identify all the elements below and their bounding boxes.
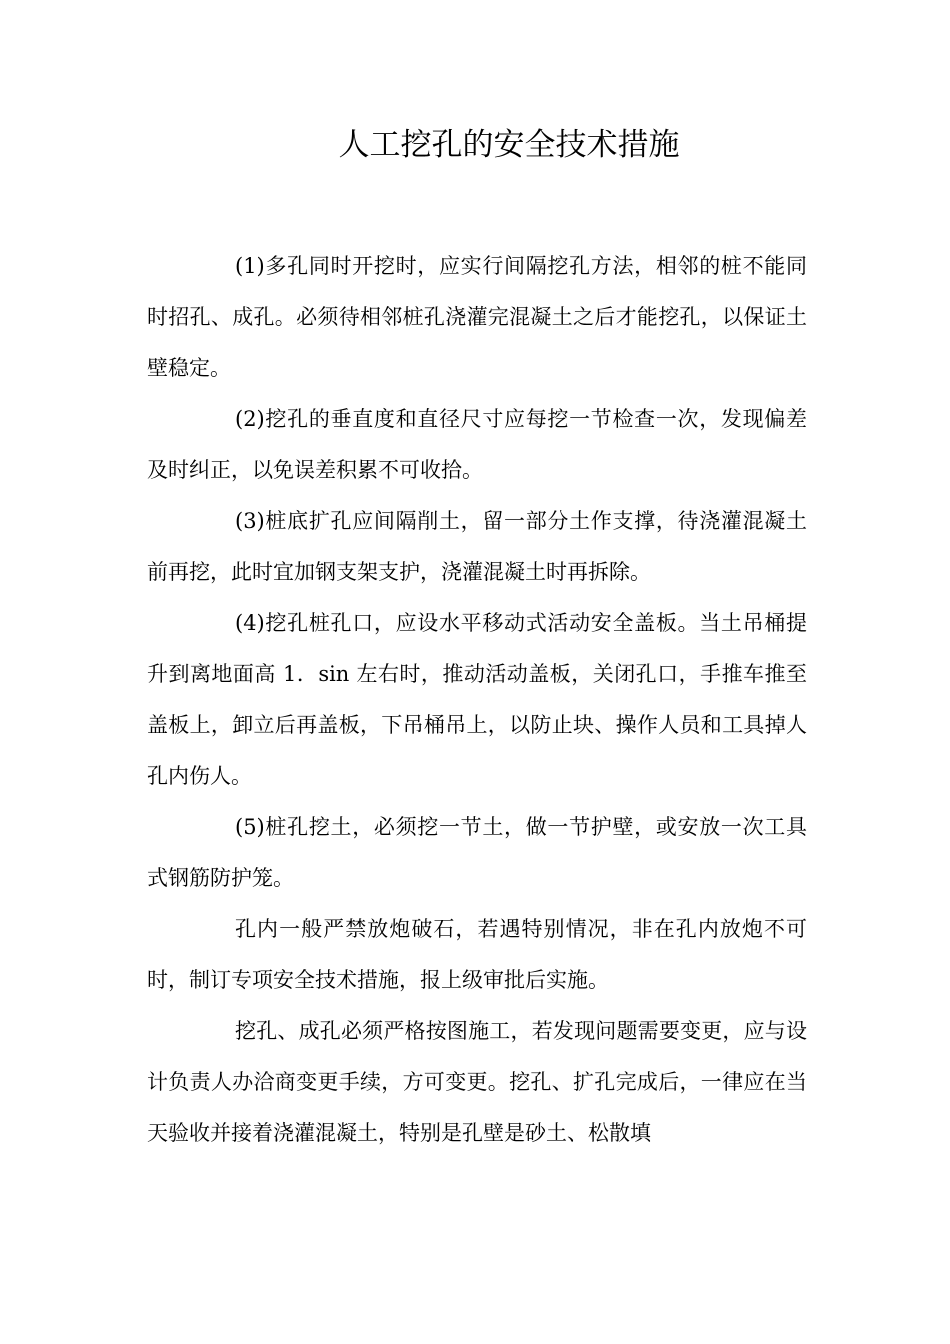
paragraph-3: (3)桩底扩孔应间隔削土，留一部分土作支撑，待浇灌混凝土前再挖，此时宜加钢支架支护，浇灌混凝土时再拆除。 [147, 509, 807, 584]
paragraph-7: 挖孔、成孔必须严格按图施工，若发现问题需要变更，应与设计负责人办洽商变更手续，方可变更。挖孔、扩孔完成后，一律应在当天验收并接着浇灌混凝土，特别是孔壁是砂土、松散填 [147, 1019, 807, 1145]
paragraph-5: (5)桩孔挖土，必须挖一节土，做一节护壁，或安放一次工具式钢筋防护笼。 [147, 815, 807, 890]
document-body [147, 241, 807, 1159]
paragraph-4: (4)挖孔桩孔口，应设水平移动式活动安全盖板。当土吊桶提升到离地面高 1．sin 左右时，推动活动盖板，关闭孔口，手推车推至盖板上，卸立后再盖板，下吊桶吊上，以防止块、操作人员和工具掉人孔内伤人。 [147, 611, 807, 788]
document-title: 人工挖孔的安全技术措施 [338, 127, 680, 163]
paragraph-6: 孔内一般严禁放炮破石，若遇特别情况，非在孔内放炮不可时，制订专项安全技术措施，报上级审批后实施。 [147, 917, 807, 992]
paragraph-2: (2)挖孔的垂直度和直径尺寸应每挖一节检查一次，发现偏差及时纠正，以免误差积累不可收拾。 [147, 407, 807, 482]
paragraph-1: (1)多孔同时开挖时，应实行间隔挖孔方法，相邻的桩不能同时招孔、成孔。必须待相邻桩孔浇灌完混凝土之后才能挖孔，以保证土壁稳定。 [147, 254, 807, 380]
